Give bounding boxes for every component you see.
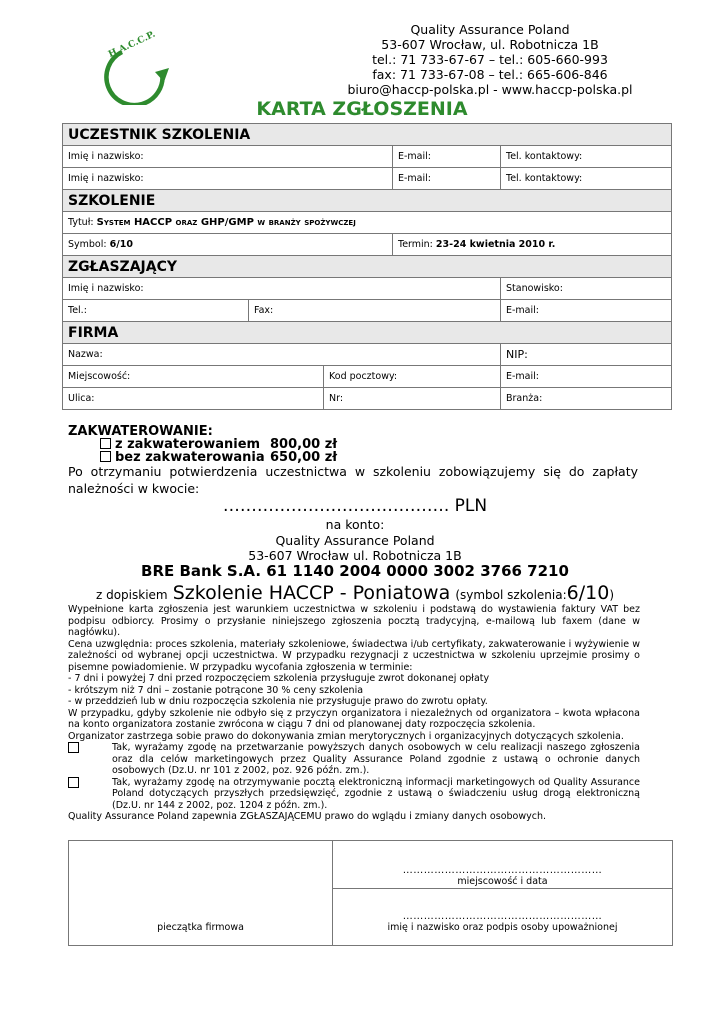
company-nr-field[interactable]: Nr: (324, 388, 501, 410)
section-szkolenie: SZKOLENIE (63, 190, 672, 212)
stamp-caption: pieczątka firmowa (157, 922, 244, 933)
applicant-name-field[interactable]: Imię i nazwisko: (63, 278, 501, 300)
with-label: z zakwaterowaniem (115, 437, 261, 452)
applicant-position-field[interactable]: Stanowisko: (501, 278, 672, 300)
terms-bullet-3: - w przeddzień lub w dniu rozpoczęcia szkolenia nie przysługuje prawo do zwrotu opłaty. (68, 696, 488, 707)
stamp-area[interactable] (69, 841, 333, 945)
participant-tel-field[interactable]: Tel. kontaktowy: (501, 146, 672, 168)
company-city-field[interactable]: Miejscowość: (63, 366, 324, 388)
checkbox-without-accommodation[interactable] (100, 451, 111, 462)
participant-row-2 (63, 168, 672, 190)
terms-bullet-1: - 7 dni i powyżej 7 dni przed rozpoczęciem szkolenia przysługuje zwrot dokonanej opłaty (68, 673, 490, 684)
terms-p3: W przypadku, gdyby szkolenie nie odbyło się z przyczyn organizatora i niezależnych od organizatora – kwota wpłacona na konto organizatora zostanie zwrócona w ciągu 7 dni od planowanej daty rozpoczęcia szkolenia. (68, 707, 640, 730)
consent-1-text: Tak, wyrażamy zgodę na przetwarzanie powyższych danych osobowych w celu realizacji naszego zgłoszenia oraz dla celów marketingowych przez Quality Assurance Poland zgodnie z ustawą o ochronie danych osobowych (Dz.U. nr 101 z 2002, poz. 926 późn. zm.). (112, 742, 640, 776)
payment-note (60, 582, 650, 604)
terms-p2: Cena uzwględnia: proces szkolenia, materiały szkoleniowe, świadectwa i/ub certyfikaty, zakwaterowanie i wyżywienie w zależności od wybranej opcji uczestnictwa. W przypadku rezygnacji z uczestnictwa w szkoleniu uprzejmie prosimy o pisemne powiadomienie. W przypadku wycofania zgłoszenia w terminie: (68, 638, 640, 673)
without-price: 650,00 zł (270, 450, 338, 465)
signature-caption: imię i nazwisko oraz podpis osoby upoważnionej (387, 922, 618, 933)
to-account: na konto: (325, 517, 385, 532)
accommodation-heading: ZAKWATEROWANIE: (68, 424, 213, 439)
company-fax: fax: 71 733-67-08 – tel.: 665-606-846 (372, 67, 608, 82)
company-contact: biuro@haccp-polska.pl - www.haccp-polska.pl (347, 82, 633, 97)
training-date (393, 234, 672, 256)
applicant-tel-field[interactable]: Tel.: (63, 300, 249, 322)
termin-value: 23-24 kwietnia 2010 r. (435, 239, 556, 250)
signature-dots: ………………………………………………… (402, 911, 603, 922)
company-email-field[interactable]: E-mail: (501, 366, 672, 388)
terms-block (68, 604, 640, 823)
symbol-value: 6/10 (109, 239, 133, 250)
note-symbol: (symbol szkolenia: (455, 588, 567, 602)
participant-row-1 (63, 146, 672, 168)
consent-2-text: Tak, wyrażamy zgodę na otrzymywanie pocztą elektroniczną informacji marketingowych od Quality Assurance Poland dotyczących przyszłych przedsięwzięć, zgodnie z ustawą o świadczeniu usług drogą elektroniczną (Dz.U. nr 144 z 2002, poz. 1204 z późn. zm.). (112, 776, 640, 811)
company-header (340, 22, 640, 97)
form-title: KARTA ZGŁOSZENIA (256, 98, 468, 120)
terms-p4: Organizator zastrzega sobie prawo do dokonywania zmian merytorycznych i organizacyjnych dotyczących szkolenia. (68, 730, 624, 742)
note-end: ) (609, 588, 614, 602)
company-name: Quality Assurance Poland (410, 22, 570, 37)
participant-tel-field[interactable]: Tel. kontaktowy: (501, 168, 672, 190)
registration-table (62, 123, 672, 410)
with-price: 800,00 zł (270, 437, 338, 452)
training-title-row (63, 212, 672, 234)
section-zglaszajacy: ZGŁASZAJĄCY (63, 256, 672, 278)
without-label: bez zakwaterowania (115, 450, 265, 465)
logo-text: H.A.C.C.P. (107, 30, 158, 61)
training-title-value: System HACCP oraz GHP/GMP w branży spożywczej (96, 217, 356, 228)
participant-email-field[interactable]: E-mail: (393, 168, 501, 190)
participant-email-field[interactable]: E-mail: (393, 146, 501, 168)
training-symbol (63, 234, 393, 256)
terms-bullet-2: - krótszym niż 7 dni – zostanie potrącone 30 % ceny szkolenia (68, 684, 364, 696)
consent-1-checkbox[interactable] (68, 742, 79, 753)
applicant-email-field[interactable]: E-mail: (501, 300, 672, 322)
applicant-fax-field[interactable]: Fax: (249, 300, 501, 322)
payment-intro: Po otrzymaniu potwierdzenia uczestnictwa w szkoleniu zobowiązujemy się do zapłaty należności w kwocie: (68, 464, 638, 496)
training-title-label: Tytuł: (68, 217, 94, 228)
haccp-logo (100, 30, 180, 105)
note-main: Szkolenie HACCP - Poniatowa (172, 582, 451, 604)
section-uczestnik: UCZESTNIK SZKOLENIA (63, 124, 672, 146)
bank-account: BRE Bank S.A. 61 1140 2004 0000 3002 3766 7210 (141, 562, 569, 580)
signature-area[interactable] (333, 889, 672, 945)
checkbox-with-accommodation[interactable] (100, 438, 111, 449)
company-street-field[interactable]: Ulica: (63, 388, 324, 410)
payment-amount: …………………………………. PLN (222, 496, 488, 516)
bank-info (60, 517, 650, 564)
note-num: 6/10 (566, 582, 610, 604)
place-date-dots: ………………………………………………… (402, 865, 603, 876)
consent-2[interactable] (68, 777, 640, 812)
accommodation-block (68, 425, 337, 464)
section-firma: FIRMA (63, 322, 672, 344)
terms-p5: Quality Assurance Poland zapewnia ZGŁASZAJĄCEMU prawo do wglądu i zmiany danych osobowych. (68, 811, 547, 822)
company-nip-field[interactable]: NIP: (501, 344, 672, 366)
payee-address: 53-607 Wrocław ul. Robotnicza 1B (248, 548, 462, 563)
termin-label: Termin: (398, 239, 433, 250)
signature-box (68, 840, 673, 946)
consent-1[interactable] (68, 742, 640, 777)
symbol-label: Symbol: (68, 239, 107, 250)
place-date-caption: miejscowość i data (457, 876, 548, 887)
company-name-field[interactable]: Nazwa: (63, 344, 501, 366)
place-date-area[interactable] (333, 841, 672, 889)
terms-p1: Wypełnione karta zgłoszenia jest warunkiem uczestnictwa w szkoleniu i podstawą do wystawienia faktury VAT bez podpisu odbiorcy. Prosimy o przysłanie niniejszego zgłoszenia pocztą tradycyjną, e-mailową lub faxem (dane w nagłówku). (68, 604, 640, 638)
consent-2-checkbox[interactable] (68, 777, 79, 788)
participant-name-field[interactable]: Imię i nazwisko: (63, 146, 393, 168)
company-postal-field[interactable]: Kod pocztowy: (324, 366, 501, 388)
participant-name-field[interactable]: Imię i nazwisko: (63, 168, 393, 190)
company-branch-field[interactable]: Branża: (501, 388, 672, 410)
note-prefix: z dopiskiem (95, 588, 168, 602)
company-tel: tel.: 71 733-67-67 – tel.: 605-660-993 (372, 52, 608, 67)
company-address: 53-607 Wrocław, ul. Robotnicza 1B (381, 37, 599, 52)
payee-company: Quality Assurance Poland (275, 532, 435, 548)
